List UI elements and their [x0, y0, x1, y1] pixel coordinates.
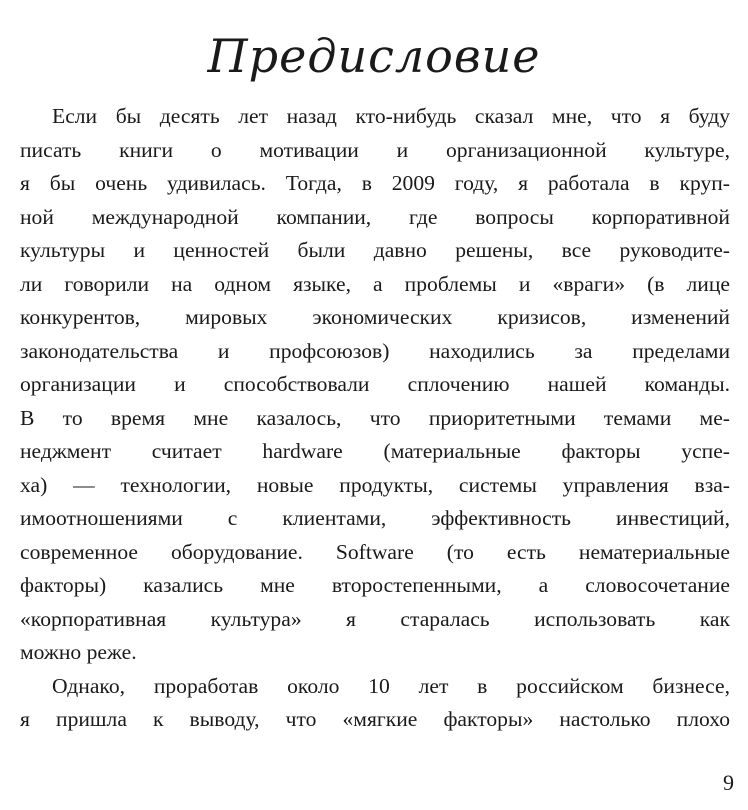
page-number: 9 — [723, 770, 734, 795]
text-line: неджмент считает hardware (материальные факторы успе- — [20, 439, 730, 463]
text-line: культуры и ценностей были давно решены, все руководите- — [20, 238, 730, 262]
body-text — [20, 100, 730, 737]
text-line: можно реже. — [20, 640, 137, 664]
text-line: ной международной компании, где вопросы корпоративной — [20, 204, 730, 229]
text-line: я бы очень удивилась. Тогда, в 2009 году, я работала в круп- — [20, 171, 730, 195]
text-line: современное оборудование. Software (то есть нематериальные — [20, 539, 730, 564]
chapter-title: Предисловие — [207, 29, 541, 83]
text-line: писать книги о мотивации и организационной культуре, — [20, 137, 730, 162]
text-line: Однако, проработав около 10 лет в российском бизнесе, — [52, 673, 730, 698]
text-line: В то время мне казалось, что приоритетными темами ме- — [20, 405, 730, 430]
text-line: организации и способствовали сплочению нашей команды. — [20, 372, 730, 396]
text-line: Если бы десять лет назад кто-нибудь сказал мне, что я буду — [52, 104, 730, 128]
text-line: конкурентов, мировых экономических кризисов, изменений — [20, 305, 730, 329]
text-line: факторы) казались мне второстепенными, а словосочетание — [20, 573, 730, 597]
text-line: я пришла к выводу, что «мягкие факторы» настолько плохо — [20, 707, 730, 731]
text-line: законодательства и профсоюзов) находились за пределами — [20, 338, 730, 363]
text-line: «корпоративная культура» я старалась использовать как — [20, 606, 730, 631]
text-line: имоотношениями с клиентами, эффективность инвестиций, — [20, 506, 730, 530]
text-line: ха) — технологии, новые продукты, системы управления вза- — [20, 472, 730, 497]
text-line: ли говорили на одном языке, а проблемы и «враги» (в лице — [20, 271, 730, 296]
